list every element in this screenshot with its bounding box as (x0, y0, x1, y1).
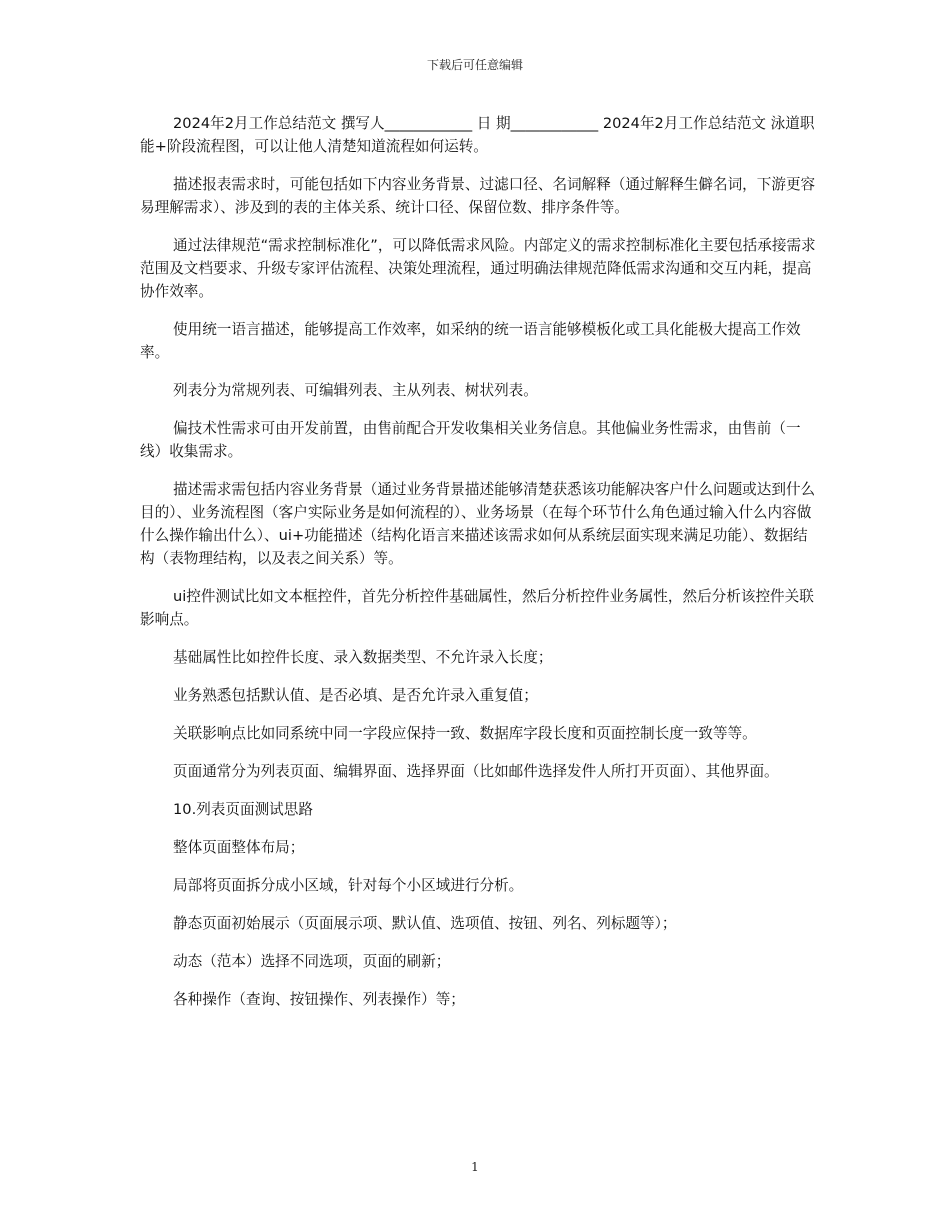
paragraph: 描述报表需求时，可能包括如下内容业务背景、过滤口径、名词解释（通过解释生僻名词，下游更容易理解需求）、涉及到的表的主体关系、统计口径、保留位数、排序条件等。 (140, 176, 816, 216)
paragraph: 关联影响点比如同系统中同一字段应保持一致、数据库字段长度和页面控制长度一致等等。 (173, 725, 757, 742)
paragraph: 2024年2月工作总结范文 撰写人____________ 日 期____________ 2024年2月工作总结范文 泳道职能+阶段流程图，可以让他人清楚知道流程如何运转。 (140, 115, 815, 155)
paragraph: 静态页面初始展示（页面展示项、默认值、选项值、按钮、列名、列标题等）； (173, 915, 677, 932)
paragraph: 各种操作（查询、按钮操作、列表操作）等； (173, 991, 465, 1008)
paragraph: 局部将页面拆分成小区域，针对每个小区域进行分析。 (173, 877, 524, 894)
page-header: 下载后可任意编辑 (426, 58, 523, 72)
paragraph: 业务熟悉包括默认值、是否必填、是否允许录入重复值； (173, 687, 538, 704)
paragraph: 使用统一语言描述，能够提高工作效率，如采纳的统一语言能够模板化或工具化能极大提高工作效率。 (140, 321, 801, 361)
section-heading: 10.列表页面测试思路 (173, 801, 313, 818)
document-body (140, 112, 820, 1026)
paragraph: 基础属性比如控件长度、录入数据类型、不允许录入长度； (173, 649, 553, 666)
paragraph: 描述需求需包括内容业务背景（通过业务背景描述能够清楚获悉该功能解决客户什么问题或达到什么目的）、业务流程图（客户实际业务是如何流程的）、业务场景（在每个环节什么角色通过输入什么内容做什么操作输出什么）、ui+功能描述（结构化语言来描述该需求如何从系统层面实现来满足功能）、数据结构（表物理结构，以及表之间关系）等。 (140, 481, 816, 567)
paragraph: 通过法律规范“需求控制标准化”，可以降低需求风险。内部定义的需求控制标准化主要包括承接需求范围及文档要求、升级专家评估流程、决策处理流程，通过明确法律规范降低需求沟通和交互内耗，提高协作效率。 (140, 237, 816, 300)
paragraph: 动态（范本）选择不同选项，页面的刷新； (173, 953, 451, 970)
paragraph: 列表分为常规列表、可编辑列表、主从列表、树状列表。 (173, 382, 538, 399)
page-number: 1 (471, 1160, 479, 1174)
paragraph: ui控件测试比如文本框控件，首先分析控件基础属性，然后分析控件业务属性，然后分析该控件关联影响点。 (140, 588, 814, 628)
paragraph: 页面通常分为列表页面、编辑界面、选择界面（比如邮件选择发件人所打开页面）、其他界面。 (173, 763, 779, 780)
paragraph: 偏技术性需求可由开发前置，由售前配合开发收集相关业务信息。其他偏业务性需求，由售前（一线）收集需求。 (140, 420, 801, 460)
paragraph: 整体页面整体布局； (173, 839, 305, 856)
